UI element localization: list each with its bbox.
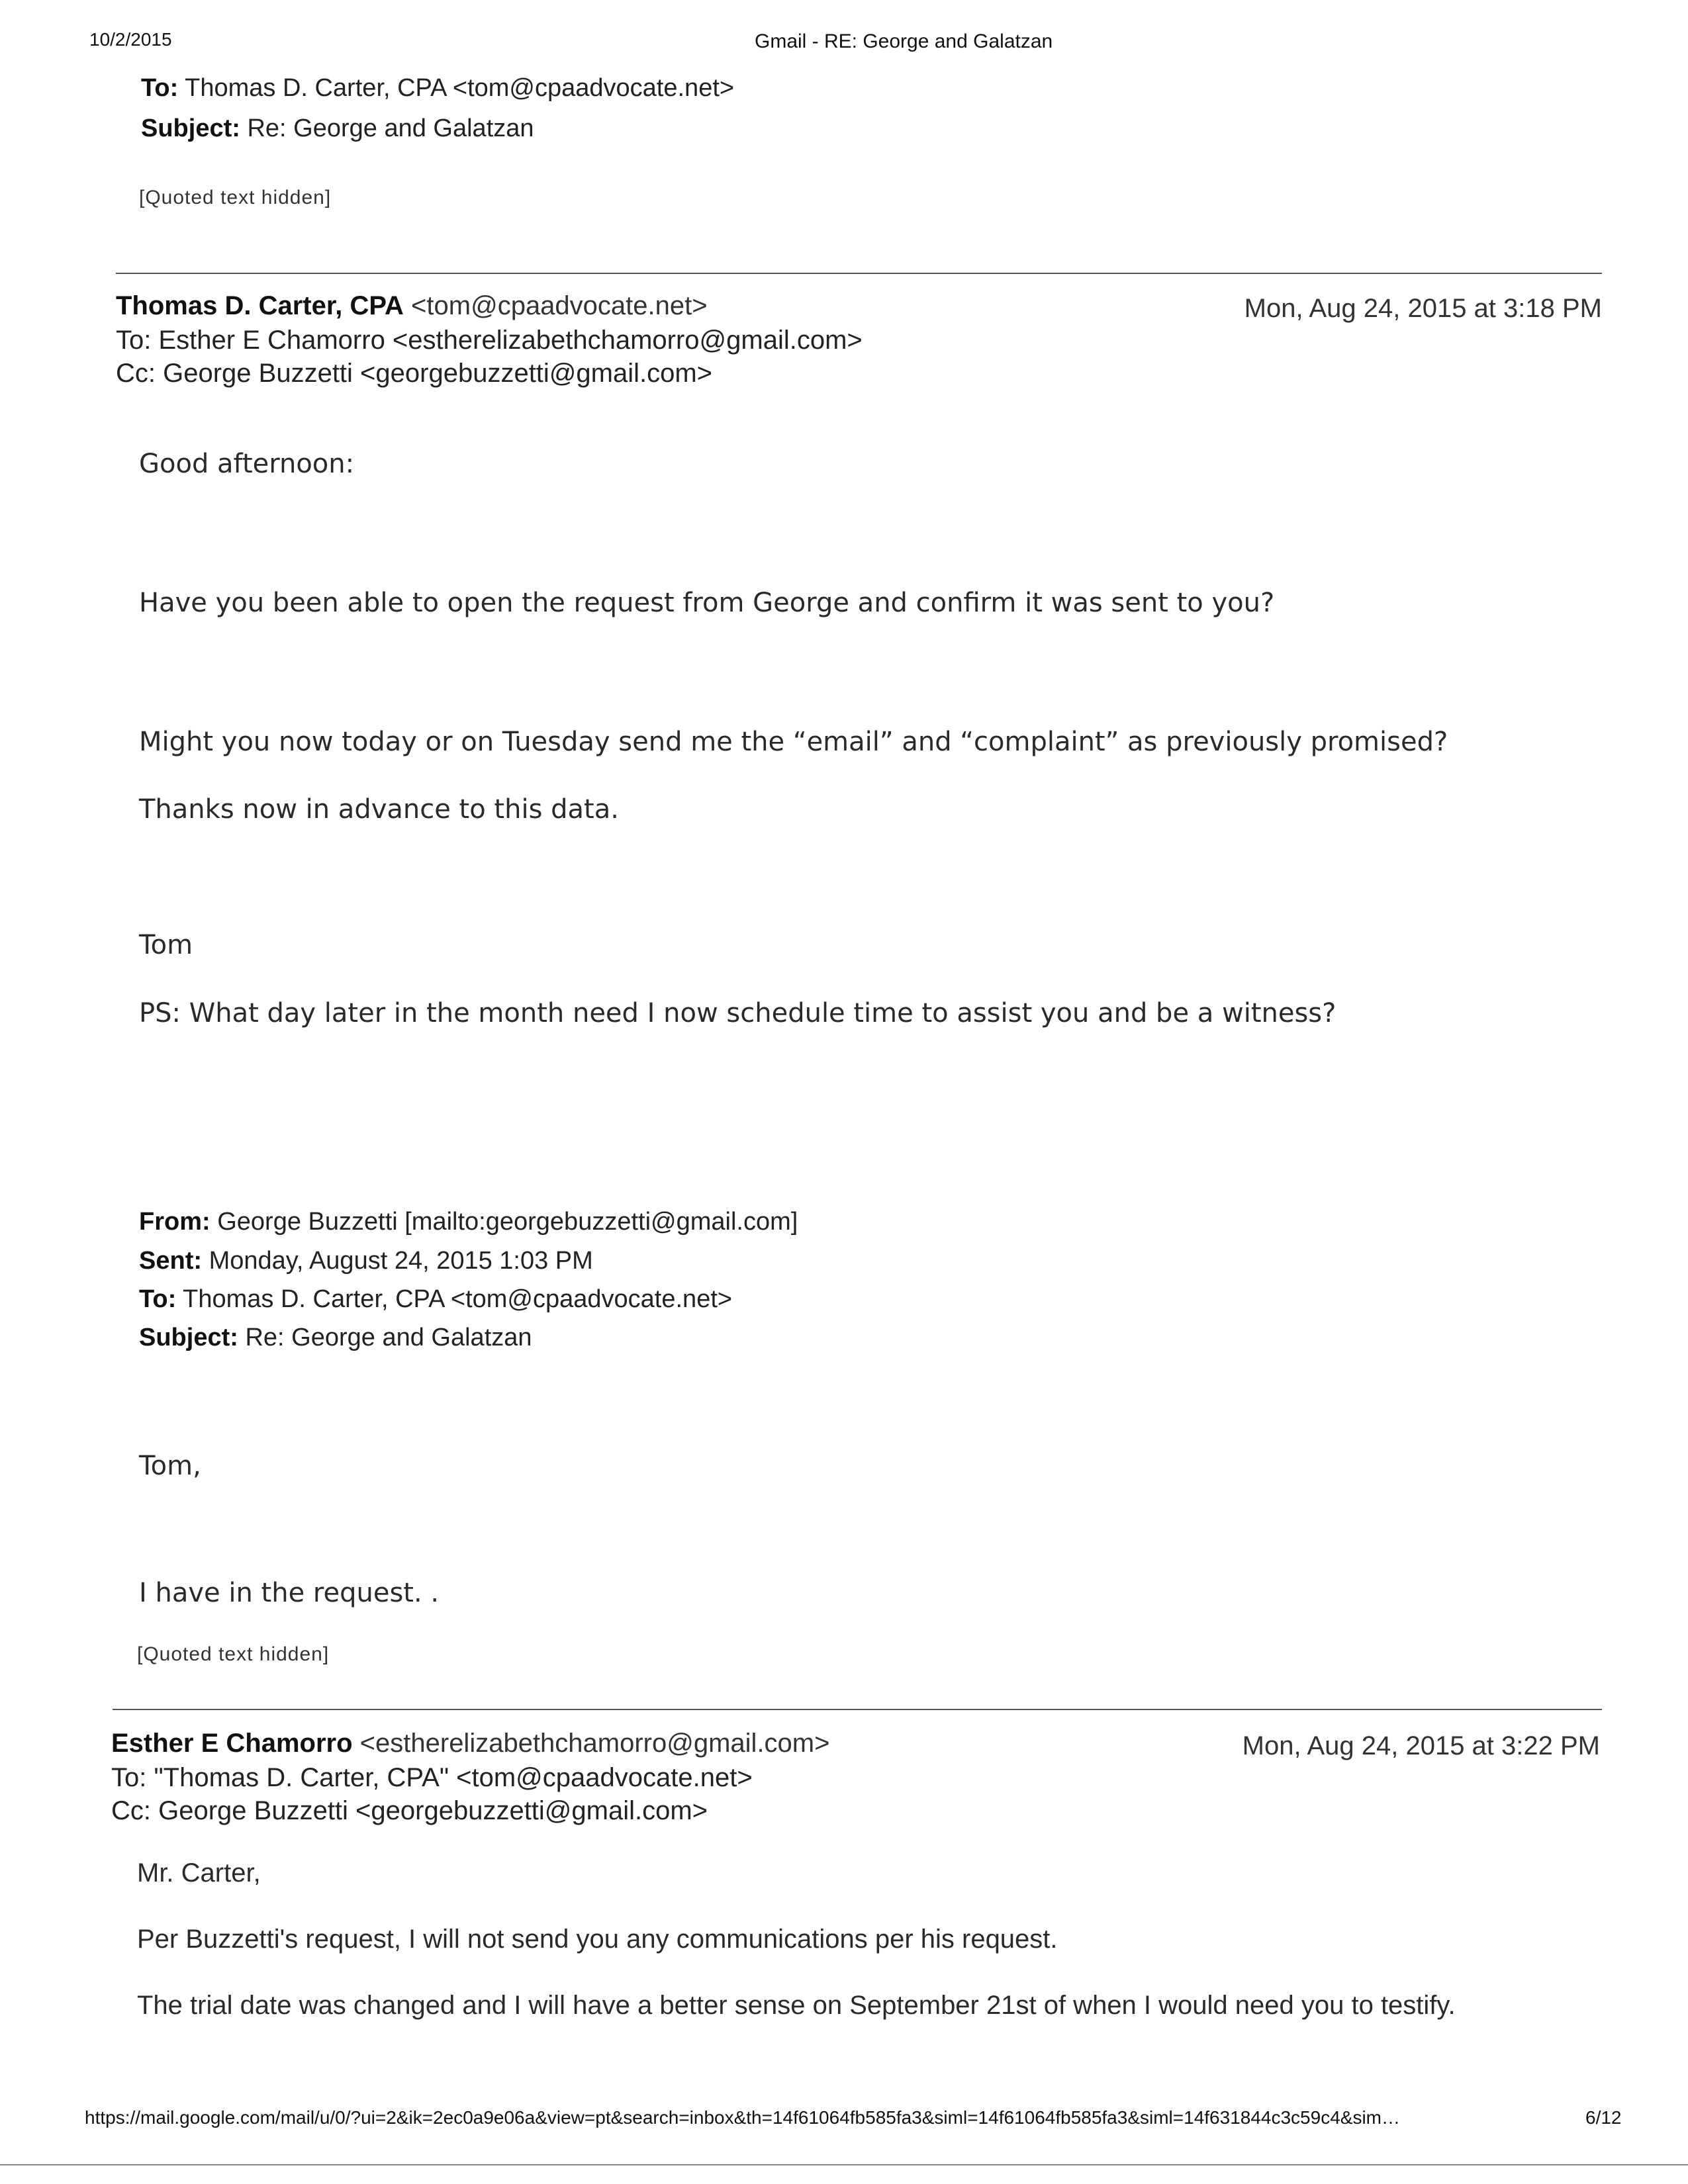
print-footer-url[interactable]: https://mail.google.com/mail/u/0/?ui=2&ik=2ec0a9e06a&view=pt&search=inbox&th=14f61064fb585fa3&siml=14f61064fb585fa3&siml=14f631844c3c59c4&sim… [85,2107,1400,2128]
message1-to: To: Esther E Chamorro <estherelizabethchamorro@gmail.com> [116,326,863,355]
forwarded-to-value: Thomas D. Carter, CPA <tom@cpaadvocate.net> [183,1285,733,1313]
message-separator [113,1709,1602,1710]
message1-sender [116,291,708,321]
message1-cc: Cc: George Buzzetti <georgebuzzetti@gmail.com> [116,359,713,388]
message2-sender-email: <estherelizabethchamorro@gmail.com> [359,1729,830,1758]
message2-cc: Cc: George Buzzetti <georgebuzzetti@gmail.com> [111,1796,708,1825]
forwarded-sent-value: Monday, August 24, 2015 1:03 PM [209,1247,593,1275]
forwarded-from-value: George Buzzetti [mailto:georgebuzzetti@gmail.com] [217,1208,798,1236]
forwarded-quoted-hidden[interactable]: [Quoted text hidden] [137,1643,330,1665]
print-footer-page: 6/12 [1585,2107,1622,2128]
print-date: 10/2/2015 [89,29,172,50]
forwarded-to-label: To: [139,1285,177,1313]
forwarded-subject-label: Subject: [139,1324,238,1351]
message1-signoff: Tom [139,930,193,960]
forwarded-from-label: From: [139,1208,211,1236]
message1-date: Mon, Aug 24, 2015 at 3:18 PM [1244,294,1602,323]
message2-to: To: "Thomas D. Carter, CPA" <tom@cpaadvocate.net> [111,1763,753,1792]
message1-sender-name: Thomas D. Carter, CPA [116,291,404,320]
forwarded-greeting: Tom, [139,1451,201,1481]
message1-paragraph-1: Have you been able to open the request from George and confirm it was sent to you? [139,588,1275,618]
forwarded-sent-label: Sent: [139,1247,202,1275]
forwarded-to [139,1285,732,1314]
message2-sender-name: Esther E Chamorro [111,1729,353,1758]
top-quote-hidden[interactable]: [Quoted text hidden] [139,187,332,208]
forwarded-subject-value: Re: George and Galatzan [245,1324,532,1351]
forwarded-body: I have in the request. . [139,1578,440,1608]
top-quote-to-label: To: [141,74,179,102]
message2-greeting: Mr. Carter, [137,1858,261,1888]
message1-paragraph-3: Thanks now in advance to this data. [139,794,619,825]
message1-greeting: Good afternoon: [139,449,355,479]
message2-sender [111,1729,829,1758]
message2-date: Mon, Aug 24, 2015 at 3:22 PM [1242,1731,1600,1760]
top-quote-to-value: Thomas D. Carter, CPA <tom@cpaadvocate.net> [185,74,735,102]
print-title: Gmail - RE: George and Galatzan [755,30,1053,52]
top-quote-subject-label: Subject: [141,114,240,142]
forwarded-subject [139,1324,532,1352]
message-separator [116,273,1602,274]
top-quote-to [141,74,734,103]
message1-paragraph-2: Might you now today or on Tuesday send me the “email” and “complaint” as previously promised? [139,727,1448,757]
message2-paragraph-2: The trial date was changed and I will have a better sense on September 21st of when I would need you to testify. [137,1991,1456,2020]
top-quote-subject [141,114,534,143]
forwarded-sent [139,1247,593,1275]
message1-sender-email: <tom@cpaadvocate.net> [411,291,708,320]
message1-ps: PS: What day later in the month need I now schedule time to assist you and be a witness? [139,998,1336,1028]
forwarded-from [139,1208,798,1236]
page-bottom-rule [0,2164,1688,2165]
top-quote-subject-value: Re: George and Galatzan [247,114,534,142]
message2-paragraph-1: Per Buzzetti's request, I will not send you any communications per his request. [137,1925,1058,1954]
